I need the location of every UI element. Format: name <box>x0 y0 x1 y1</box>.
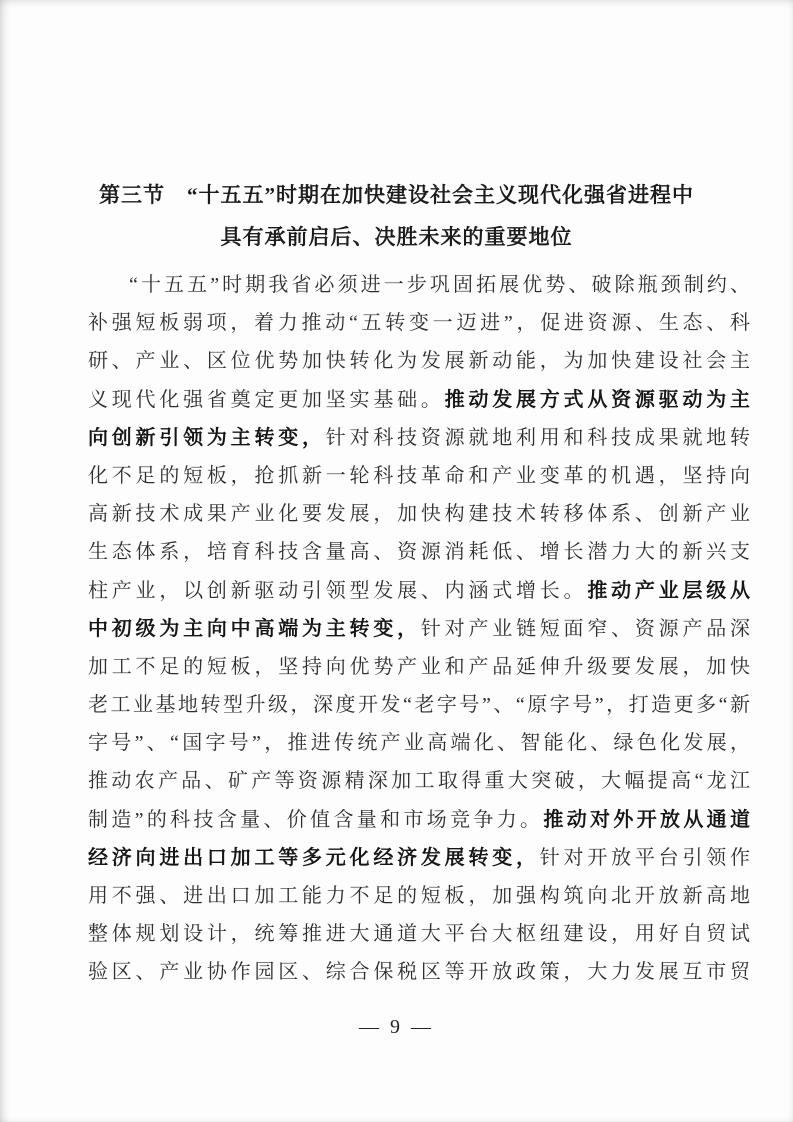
body-line <box>88 457 750 495</box>
body-text-segment: 生态体系，培育科技含量高、资源消耗低、增长潜力大的新兴支 <box>88 541 750 564</box>
body-line <box>88 533 750 571</box>
body-text-segment: 老工业基地转型升级，深度开发“老字号”、“原字号”，打造更多“新 <box>88 694 750 717</box>
emphasis-text-segment: 推动产业层级从 <box>587 579 750 602</box>
body-text-segment: 研、产业、区位优势加快转化为发展新动能，为加快建设社会主 <box>88 350 750 373</box>
body-line <box>88 953 750 991</box>
body-line <box>88 724 750 762</box>
body-line <box>88 419 750 457</box>
emphasis-text-segment: 向创新引领为主转变， <box>88 426 326 449</box>
body-line <box>88 610 750 648</box>
body-line <box>88 495 750 533</box>
body-line <box>88 648 750 686</box>
body-line <box>88 801 750 839</box>
body-text <box>88 266 750 992</box>
section-title <box>0 0 793 258</box>
emphasis-text-segment: 中初级为主向中高端为主转变， <box>88 617 421 640</box>
body-text-segment: 字号”、“国字号”，推进传统产业高端化、智能化、绿色化发展， <box>88 732 750 755</box>
body-text-segment: 针对产业链短面窄、资源产品深 <box>420 617 750 640</box>
page-number: — 9 — <box>359 1015 434 1038</box>
body-text-segment: 用不强、进出口加工能力不足的短板，加强构筑向北开放新高地 <box>88 885 750 907</box>
body-line <box>88 915 750 953</box>
section-title-line1: 第三节 “十五五”时期在加快建设社会主义现代化强省进程中 <box>99 183 694 207</box>
body-text-segment: 柱产业，以创新驱动引领型发展、内涵式增长。 <box>88 579 588 602</box>
body-text-segment: 整体规划设计，统筹推进大通道大平台大枢纽建设，用好自贸试 <box>88 923 750 946</box>
emphasis-text-segment: 推动对外开放从通道 <box>543 808 750 831</box>
body-text-segment: 高新技术成果产业化要发展，加快构建技术转移体系、创新产业 <box>88 503 750 526</box>
body-text-segment: 针对科技资源就地利用和科技成果就地转 <box>325 426 750 449</box>
body-text-segment: 义现代化强省奠定更加坚实基础。 <box>88 388 445 411</box>
body-text-segment: “十五五”时期我省必须进一步巩固拓展优势、破除瓶颈制约、 <box>129 274 750 296</box>
section-title-line2: 具有承前启后、决胜未来的重要地位 <box>220 225 573 249</box>
body-text-segment: 补强短板弱项，着力推动“五转变一迈进”，促进资源、生态、科 <box>88 312 750 335</box>
body-line <box>88 572 750 610</box>
body-text-segment: 推动农产品、矿产等资源精深加工取得重大突破，大幅提高“龙江 <box>88 770 750 793</box>
body-line <box>88 342 750 380</box>
body-text-segment: 加工不足的短板，坚持向优势产业和产品延伸升级要发展，加快 <box>88 655 750 678</box>
body-line <box>88 381 750 419</box>
body-text-segment: 验区、产业协作园区、综合保税区等开放政策，大力发展互市贸 <box>88 961 750 984</box>
body-line <box>88 839 750 877</box>
body-text-segment: 化不足的短板，抢抓新一轮科技革命和产业变革的机遇，坚持向 <box>88 464 750 487</box>
emphasis-text-segment: 推动发展方式从资源驱动为主 <box>444 388 750 411</box>
emphasis-text-segment: 经济向进出口加工等多元化经济发展转变， <box>88 846 540 869</box>
body-text-segment: 针对开放平台引领作 <box>539 846 750 869</box>
body-line <box>88 304 750 342</box>
body-line <box>88 762 750 800</box>
body-line <box>88 266 750 304</box>
body-line <box>88 686 750 724</box>
body-line <box>88 877 750 915</box>
body-text-segment: 制造”的科技含量、价值含量和市场竞争力。 <box>88 808 544 831</box>
